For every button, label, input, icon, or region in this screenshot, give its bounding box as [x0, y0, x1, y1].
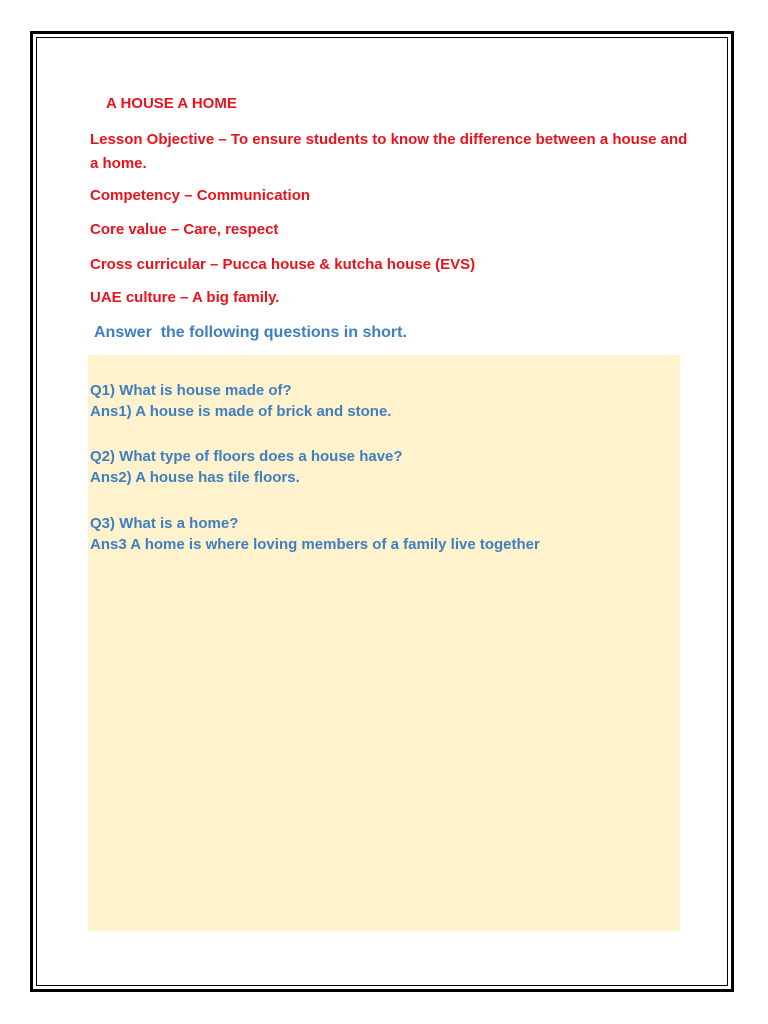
competency: Competency – Communication	[90, 187, 311, 204]
core-value: Core value – Care, respect	[90, 221, 279, 238]
question-1: Q1) What is house made of?	[90, 382, 292, 399]
qa-block-1	[90, 380, 391, 422]
question-2: Q2) What type of floors does a house have?	[90, 448, 403, 465]
qa-block-2	[90, 446, 403, 488]
worksheet-title: A HOUSE A HOME	[106, 95, 237, 112]
answer-2: Ans2) A house has tile floors.	[90, 469, 300, 486]
question-3: Q3) What is a home?	[90, 515, 239, 532]
answer-3: Ans3 A home is where loving members of a family live together	[90, 536, 540, 553]
cross-curricular: Cross curricular – Pucca house & kutcha house (EVS)	[90, 256, 476, 273]
answer-1: Ans1) A house is made of brick and stone.	[90, 403, 392, 420]
instruction: Answer the following questions in short.	[94, 324, 407, 341]
lesson-objective: Lesson Objective – To ensure students to know the difference between a house and a home.	[90, 131, 688, 172]
qa-block-3	[90, 513, 540, 555]
uae-culture: UAE culture – A big family.	[90, 289, 280, 306]
answer-box	[88, 355, 680, 931]
